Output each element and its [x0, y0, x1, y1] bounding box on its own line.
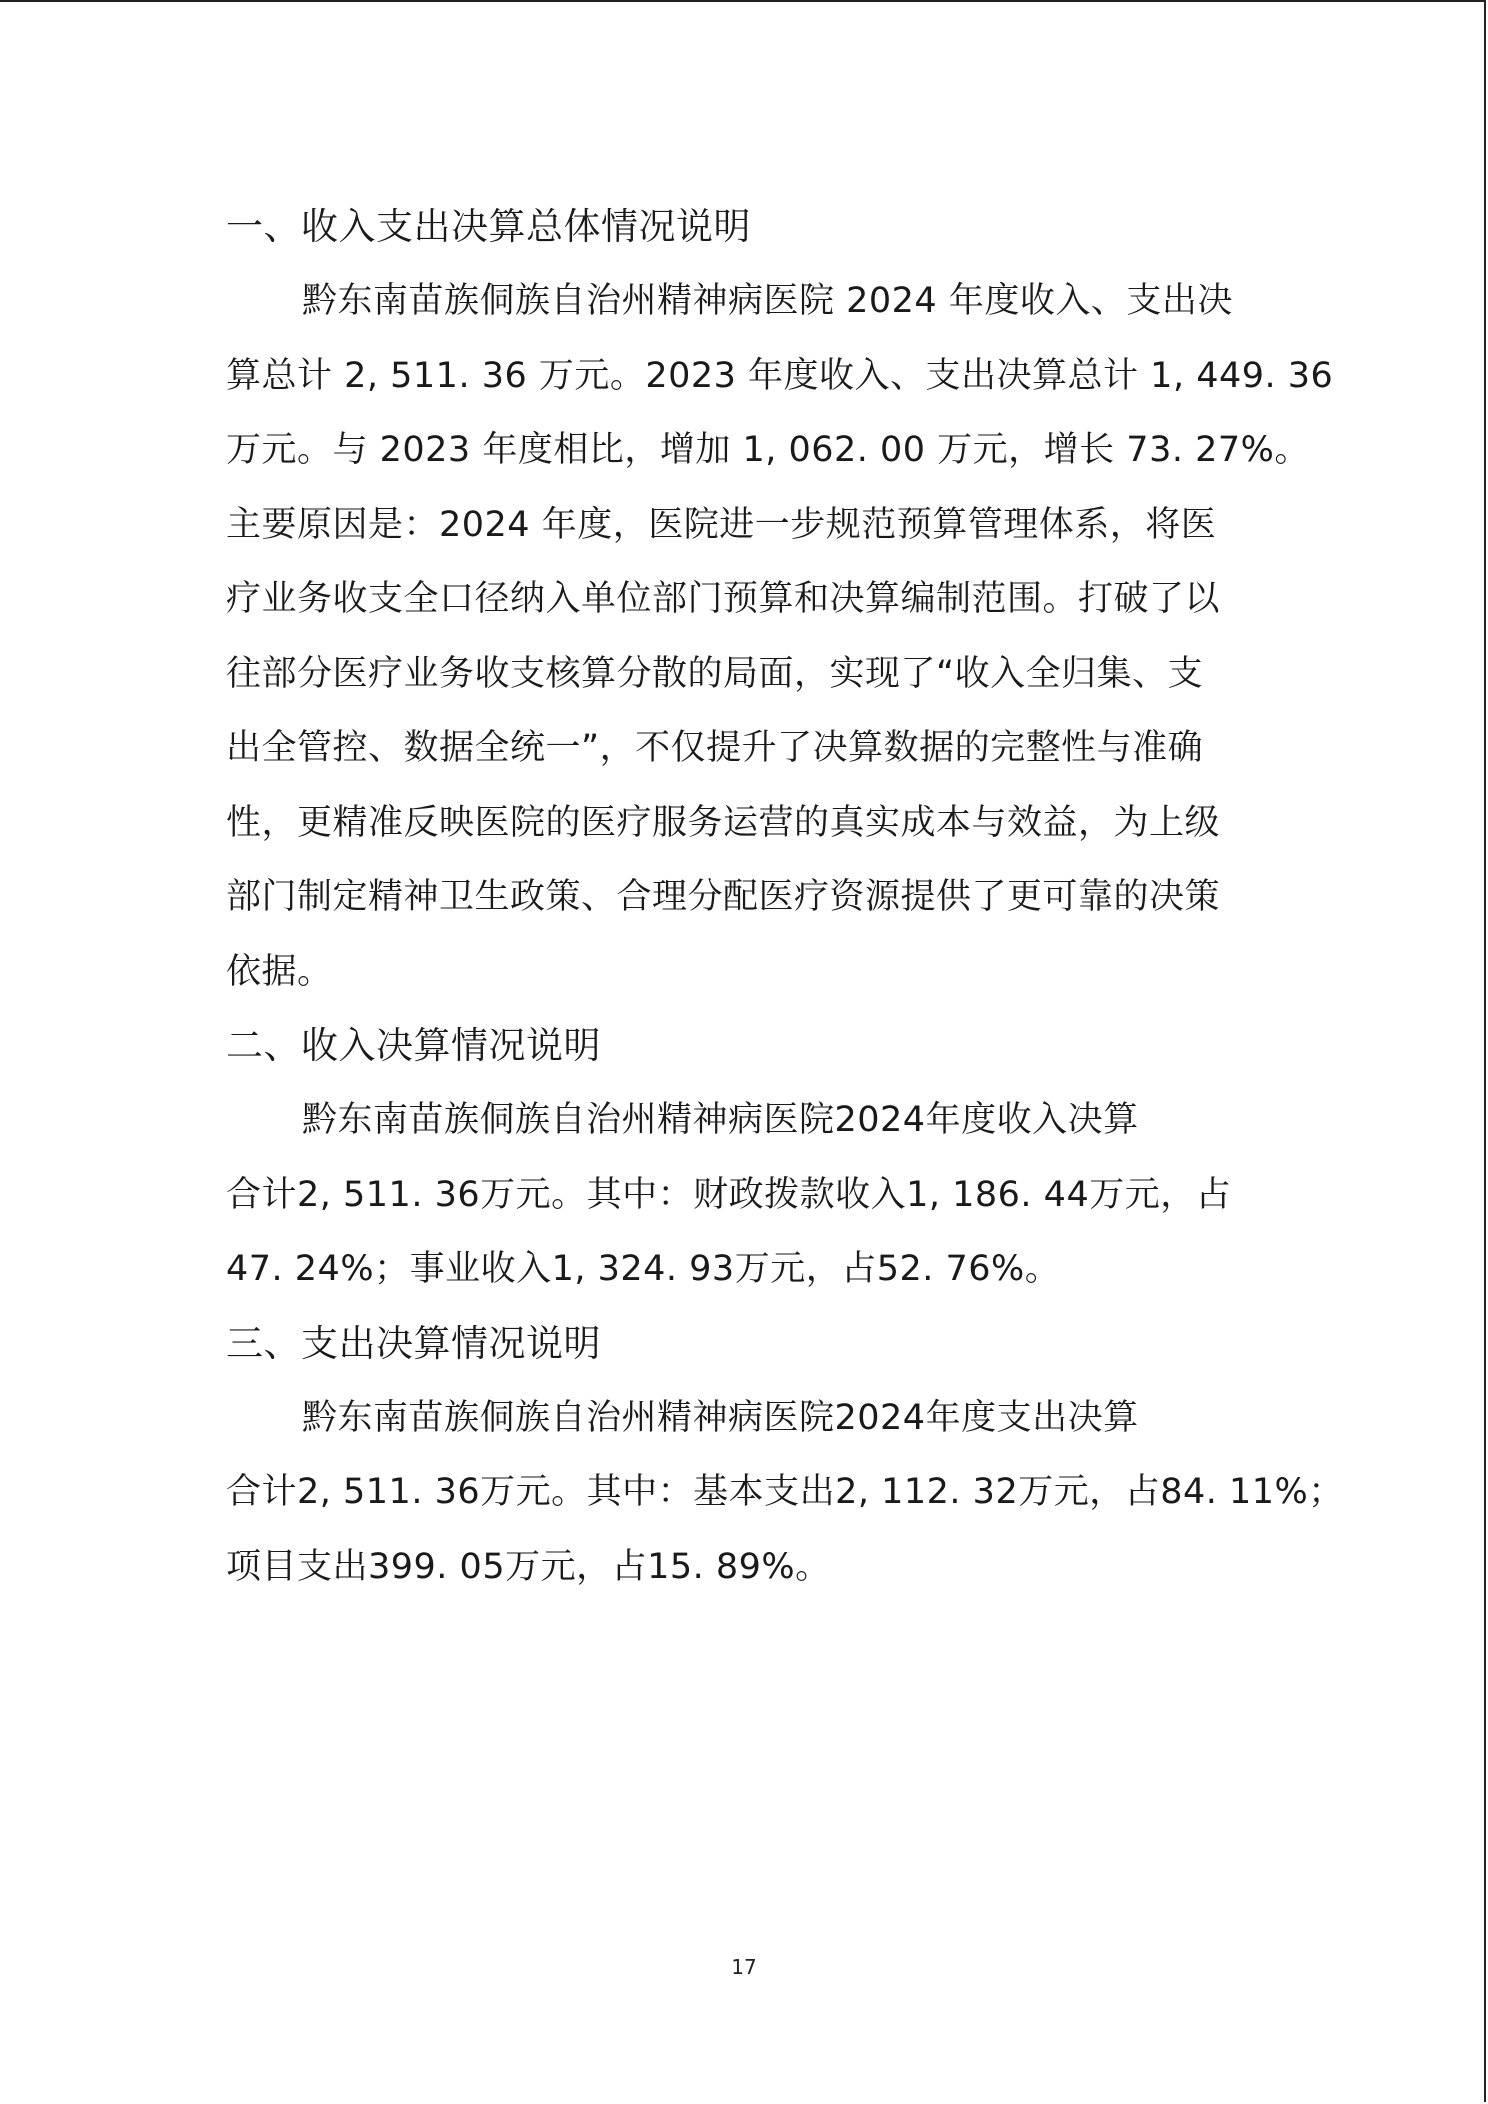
section-paragraph-overall	[226, 264, 1334, 1009]
paragraph-line: 部门制定精神卫生政策、合理分配医疗资源提供了更可靠的决策	[226, 877, 1221, 917]
paragraph-line: 合计2, 511. 36万元。其中：财政拨款收入1, 186. 44万元，占	[226, 1174, 1232, 1215]
page-number: 17	[731, 1955, 757, 1979]
paragraph-line: 黔东南苗族侗族自治州精神病医院2024年度收入决算	[302, 1100, 1139, 1140]
paragraph-line: 黔东南苗族侗族自治州精神病医院 2024 年度收入、支出决	[302, 281, 1233, 321]
section-heading-overall: 一、收入支出决算总体情况说明	[226, 205, 751, 248]
paragraph-line: 黔东南苗族侗族自治州精神病医院2024年度支出决算	[302, 1397, 1139, 1438]
paragraph-line: 出全管控、数据全统一”，不仅提升了决算数据的完整性与准确	[226, 728, 1204, 768]
section-heading-expenditure: 三、支出决算情况说明	[226, 1321, 601, 1365]
section-paragraph-expenditure	[226, 1381, 1344, 1605]
paragraph-line: 47. 24%；事业收入1, 324. 93万元，占52. 76%。	[226, 1249, 1061, 1289]
section-paragraph-income	[226, 1083, 1276, 1307]
paragraph-line: 万元。与 2023 年度相比，增加 1, 062. 00 万元，增长 73. 27%。	[226, 430, 1310, 470]
paragraph-line: 主要原因是：2024 年度，医院进一步规范预算管理体系，将医	[226, 504, 1217, 545]
paragraph-line: 依据。	[226, 951, 333, 992]
section-heading-income: 二、收入决算情况说明	[226, 1024, 601, 1067]
paragraph-line: 项目支出399. 05万元，占15. 89%。	[226, 1546, 831, 1587]
document-body	[226, 190, 1344, 1604]
paragraph-line: 性，更精准反映医院的医疗服务运营的真实成本与效益，为上级	[226, 802, 1221, 843]
paragraph-line: 算总计 2, 511. 36 万元。2023 年度收入、支出决算总计 1, 449. 36	[226, 355, 1334, 396]
paragraph-line: 合计2, 511. 36万元。其中：基本支出2, 112. 32万元，占84. 11%；	[226, 1472, 1344, 1512]
paragraph-line: 疗业务收支全口径纳入单位部门预算和决算编制范围。打破了以	[226, 579, 1221, 619]
paragraph-line: 往部分医疗业务收支核算分散的局面，实现了“收入全归集、支	[226, 653, 1204, 694]
